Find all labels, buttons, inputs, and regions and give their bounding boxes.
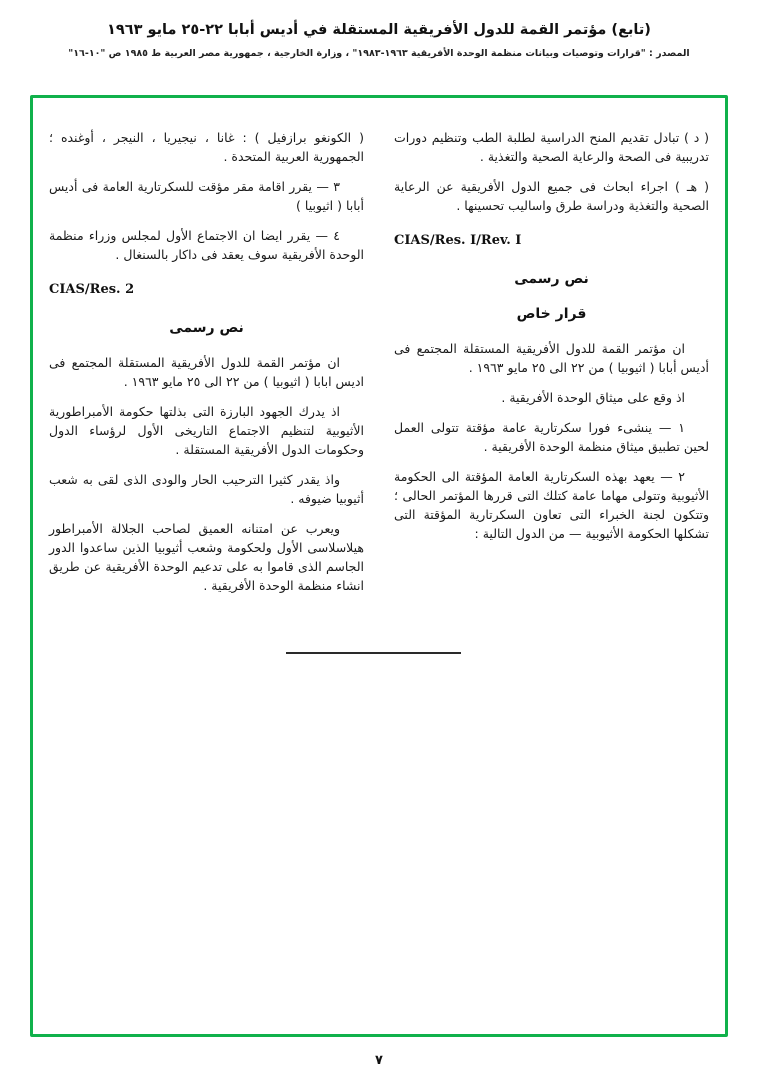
page-number: ٧: [375, 1053, 383, 1068]
page-header: [0, 0, 758, 59]
resolution-reference-1: CIAS/Res. I/Rev. I: [394, 233, 522, 248]
heading-special-resolution: قرار خاص: [516, 306, 587, 323]
resolution-reference-2: CIAS/Res. 2: [49, 282, 135, 297]
source-citation-line: المصدر : "قرارات وتوصيات وبيانات منظمة الوحدة الأفريقية ١٩٦٣-١٩٨٣" ، وزارة الخارجية ، جمهورية مصر العربية ط ١٩٨٥ ص "١٠-١٦": [68, 48, 690, 59]
column-right: [394, 128, 709, 606]
paragraph-resolution-item-1: ١ — ينشىء فورا سكرتارية عامة مؤقتة تتولى العمل لحين تطبيق ميثاق منظمة الوحدة الأفريقية .: [394, 420, 709, 455]
paragraph-resolution-item-3: ٣ — يقرر اقامة مقر مؤقت للسكرتارية العامة فى أديس أبابا ( اثيوبيا ): [49, 179, 364, 213]
document-title: (تابع) مؤتمر القمة للدول الأفريقية المستقلة في أديس أبابا ٢٢-٢٥ مايو ١٩٦٣: [107, 22, 651, 38]
paragraph-item-h: ( هـ ) اجراء ابحاث فى جميع الدول الأفريقية عن الرعاية الصحية والتغذية ودراسة طرق واساليب تحسينها .: [394, 179, 709, 213]
divider-line: [286, 652, 461, 654]
paragraph-resolution-item-2: ٢ — يعهد بهذه السكرتارية العامة المؤقتة الى الحكومة الأثيوبية وتتولى مهاما عامة كتلك التى قررها المؤتمر الحالى ؛ وتتكون لجنة الخبراء التى تعاون السكرتارية المؤقتة التى تشكلها الحكومة الأثيوبية — من الدول التالية :: [394, 469, 709, 542]
paragraph-gratitude-emperor: ويعرب عن امتنانه العميق لصاحب الجلالة الأمبراطور هيلاسلاسى الأول ولحكومة وشعب أثيوبيا الذين ساعدوا الدور الجاسم الذى قاموا به على تدعيم الوحدة الأفريقية عن طريق انشاء منظمة الوحدة الأفريقية .: [49, 521, 364, 594]
paragraph-item-d: ( د ) تبادل تقديم المنح الدراسية لطلبة الطب وتنظيم دورات تدريبية فى الصحة والرعاية الصحية والتغذية .: [394, 130, 709, 164]
paragraph-resolution-item-4: ٤ — يقرر ايضا ان الاجتماع الأول لمجلس وزراء منظمة الوحدة الأفريقية سوف يعقد فى داكار بالسنغال .: [49, 228, 364, 262]
heading-official-text-right: نص رسمى: [514, 270, 589, 287]
paragraph-ethiopia-efforts: اذ يدرك الجهود البارزة التى بذلتها حكومة الأمبراطورية الأثيوبية لتنظيم الاجتماع التاريخى الأول لرؤساء الدول وحكومات الدول الأفريقية المستقلة .: [49, 404, 364, 458]
content-border-box: [30, 95, 728, 1037]
paragraph-warm-welcome: واذ يقدر كثيرا الترحيب الحار والودى الذى لقى به شعب أثيوبيا ضيوفه .: [49, 472, 364, 507]
column-left: [49, 128, 364, 606]
paragraph-conference-intro-right: ان مؤتمر القمة للدول الأفريقية المستقلة المجتمع فى أديس أبابا ( اثيوبيا ) من ٢٢ الى ٢٥ مايو ١٩٦٣ .: [394, 341, 709, 376]
paragraph-conference-intro-left: ان مؤتمر القمة للدول الأفريقية المستقلة المجتمع فى اديس ابابا ( اثيوبيا ) من ٢٢ الى ٢٥ مايو ١٩٦٣ .: [49, 355, 364, 390]
two-column-layout: [49, 128, 709, 606]
paragraph-charter-signed: اذ وقع على ميثاق الوحدة الأفريقية .: [501, 390, 685, 406]
heading-official-text-left: نص رسمى: [169, 319, 244, 336]
paragraph-country-list: ( الكونغو برازفيل ) : غانا ، نيجيريا ، النيجر ، أوغنده ؛ الجمهورية العربية المتحدة .: [49, 130, 364, 164]
